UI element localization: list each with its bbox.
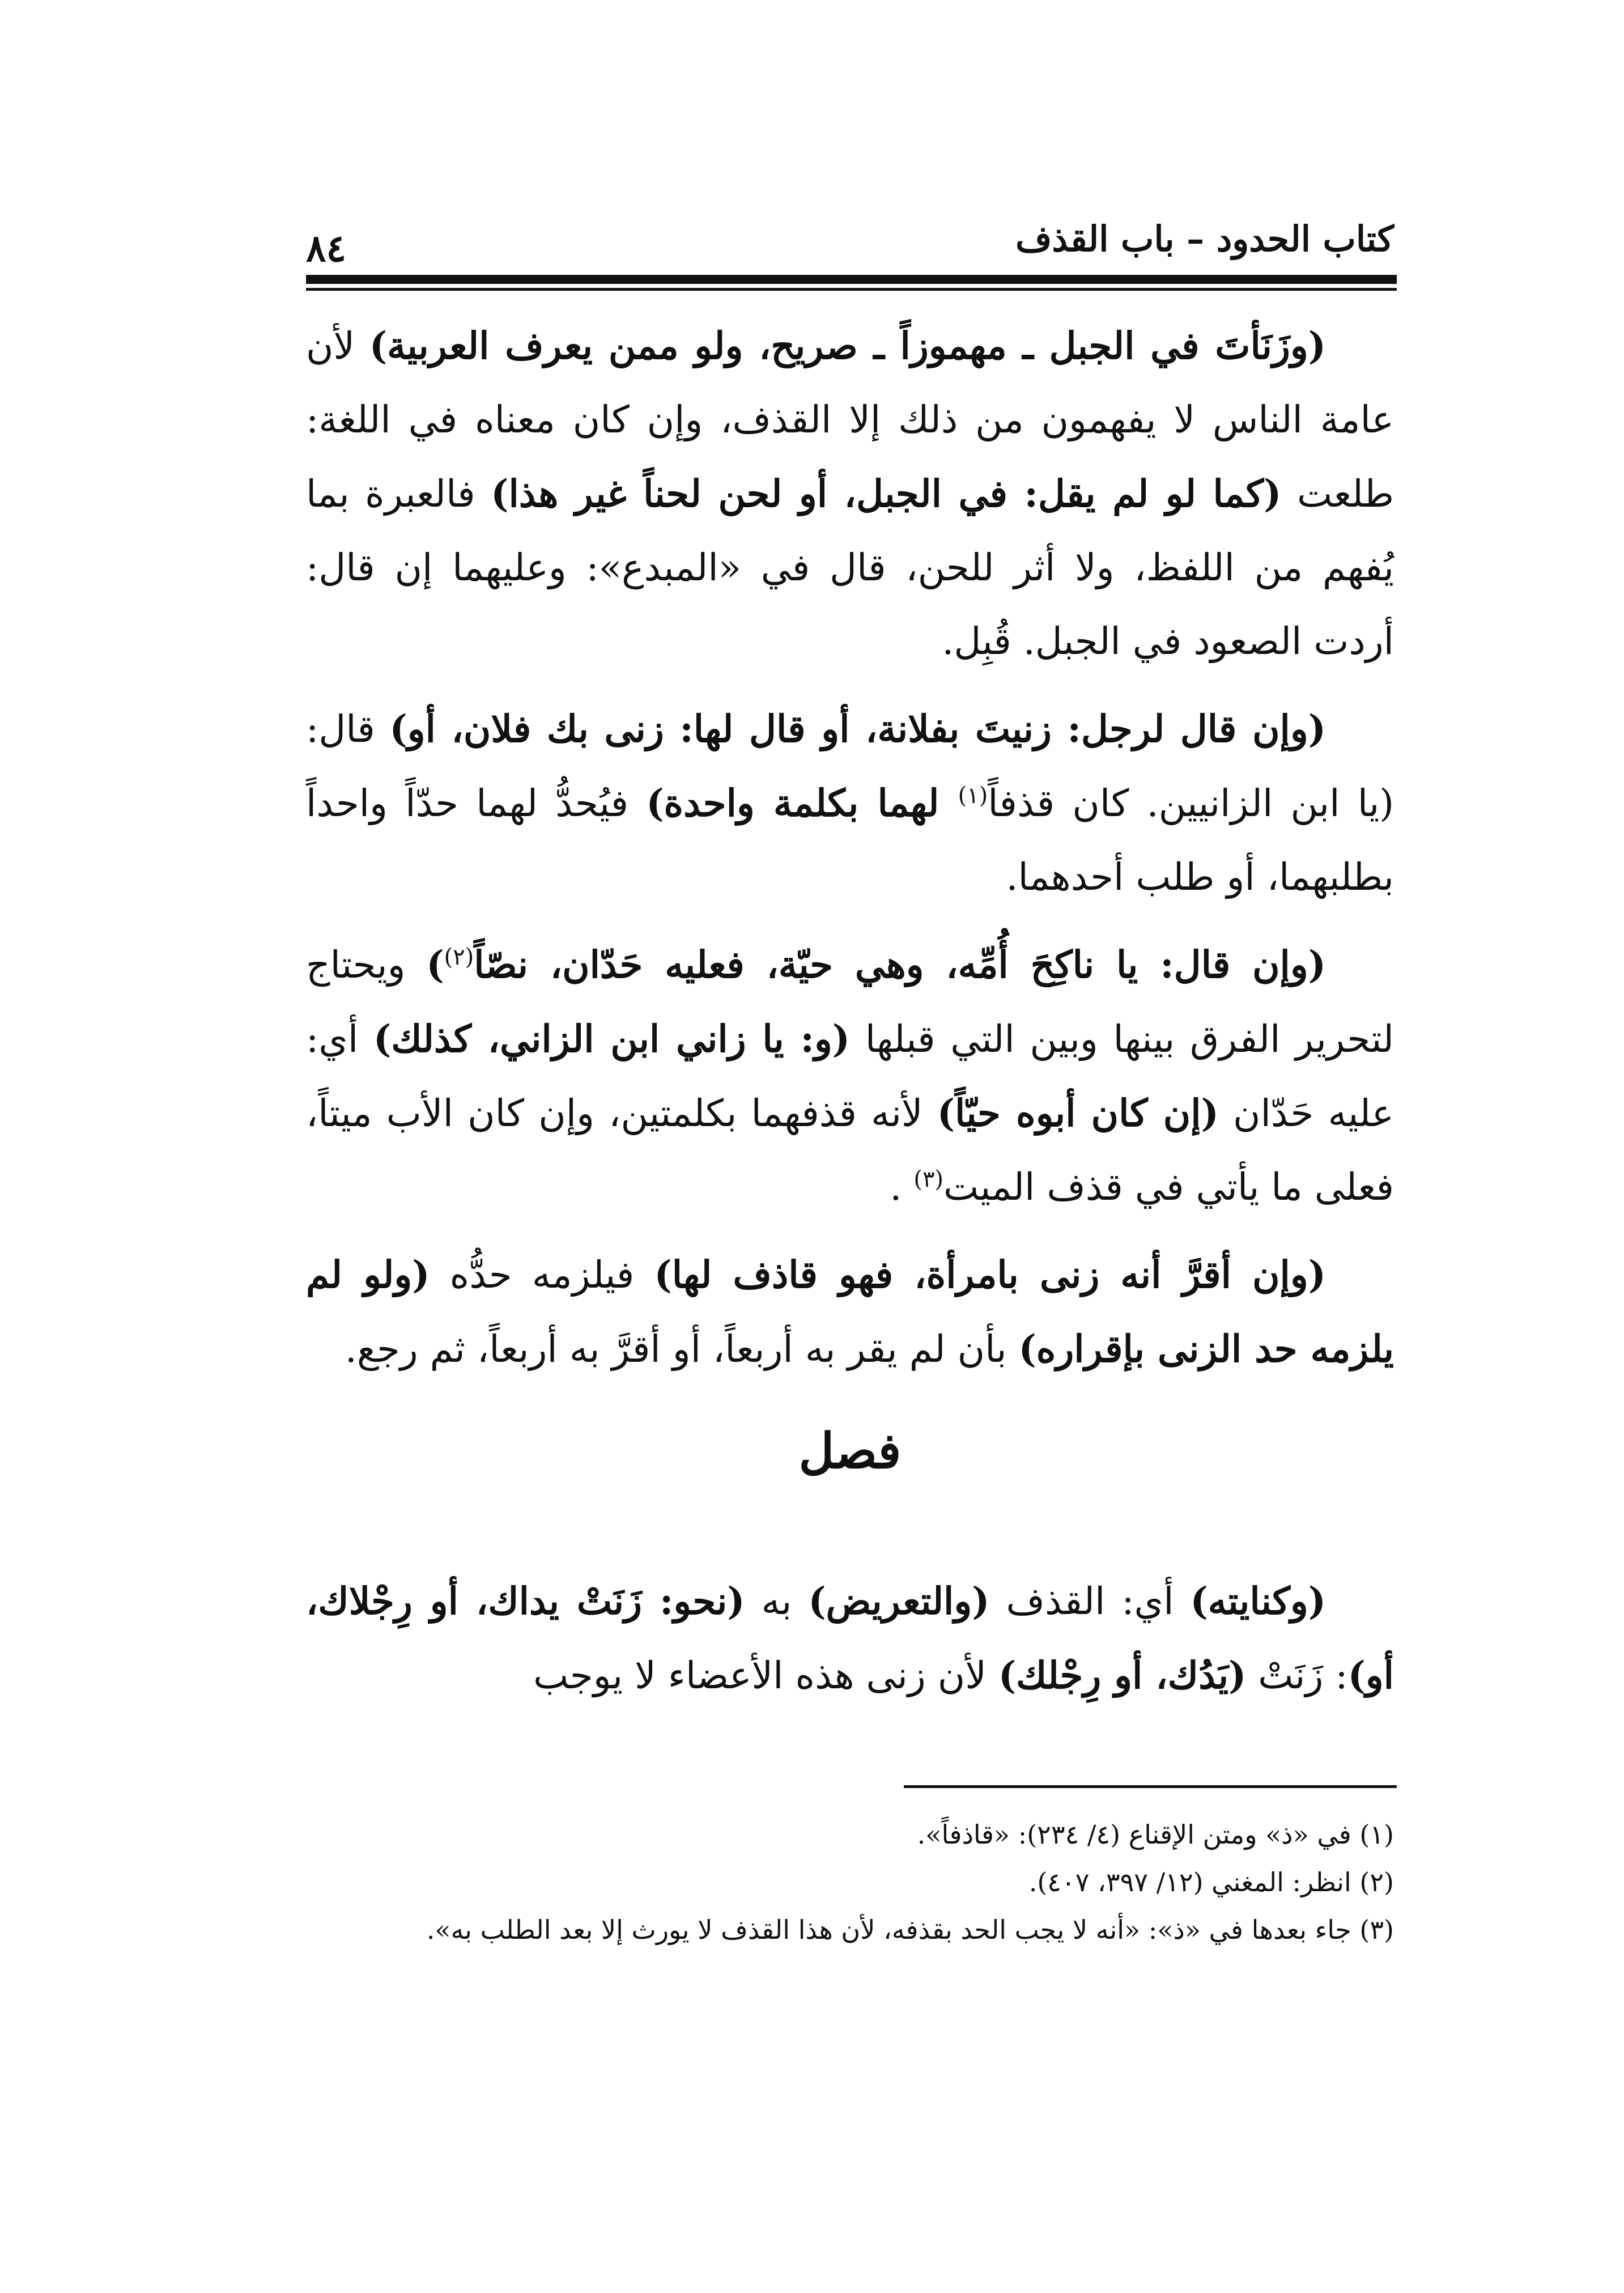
sharh-text: به [745,1579,809,1623]
matn-text: لهما بكلمة واحدة) [646,781,958,825]
paragraph [306,1564,1394,1713]
footnote-ref: (٣) [913,1166,944,1192]
footnote-ref: (٢) [444,944,474,970]
matn-text: (وإن قال لرجل: زنيتَ بفلانة، أو قال لها: زنى بك فلان، أو) [389,707,1326,751]
sharh-text: لأن عامة الناس لا يفهمون من ذلك إلا القذف، وإن كان معناه في اللغة: طلعت [306,324,1394,516]
matn-text: (نحو: زَنَتْ يداك، أو رِجْلاك، أو) [306,1579,1394,1697]
matn-text: ) [426,942,444,987]
matn-text: (كما لو لم يقل: في الجبل، أو لحن لحناً غير هذا) [491,472,1282,516]
matn-text: (إن كان أبوه حيّاً) [937,1091,1219,1135]
footnote-separator [904,1785,1397,1788]
paragraph [306,692,1394,914]
paragraph [306,1238,1394,1386]
main-text-continued [306,1564,1394,1713]
sharh-text: قال: (يا ابن الزانيين. كان قذفاً [306,707,1394,825]
sharh-text: بأن لم يقر به أربعاً، أو أقرَّ به أربعاً، ثم رجع. [345,1327,1019,1371]
matn-text: (وزَنَأتَ في الجبل ـ مهموزاً ـ صريح، ولو ممن يعرف العربية) [369,324,1326,368]
matn-text: (وإن قال: يا ناكِحَ أُمِّه، وهي حيّة، فعليه حَدّان، نصّاً [474,942,1326,987]
sharh-text: فالعبرة بما يُفهم من اللفظ، ولا أثر للحن، قال في «المبدع»: وعليهما إن قال: أردت الصعود في الجبل. قُبِل. [306,472,1394,663]
sharh-text: لأنه قذفهما بكلمتين، وإن كان الأب ميتاً، فعلى ما يأتي في قذف الميت [306,1092,1394,1209]
page-header [306,218,1394,269]
footnote-ref: (١) [958,783,988,809]
matn-text: (ولو لم يلزمه حد الزنى بإقراره) [306,1252,1394,1371]
sharh-text: لأن زنى هذه الأعضاء لا يوجب [533,1654,998,1697]
sharh-text: أي: القذف [989,1579,1191,1623]
matn-text: (وإن أقرَّ أنه زنى بامرأة، فهو قاذف لها) [654,1252,1326,1297]
footnote: (١) في «ذ» ومتن الإقناع (٤/ ٢٣٤): «قاذفاً». [917,1819,1394,1850]
matn-text: (وكنايته) [1190,1579,1326,1623]
sharh-text: : زَنَتْ [1246,1654,1348,1697]
matn-text: (والتعريض) [808,1579,990,1623]
main-text [306,309,1394,1400]
sharh-text: أي: عليه حَدّان [306,1017,1394,1135]
page-number: ٨٤ [306,226,346,270]
footnote: (٢) انظر: المغني (١٢/ ٣٩٧، ٤٠٧). [1028,1867,1394,1897]
sharh-text: . [890,1165,914,1209]
matn-text: (و: يا زاني ابن الزاني، كذلك) [373,1017,850,1061]
header-rule-thin [306,288,1397,291]
footnote: (٣) جاء بعدها في «ذ»: «أنه لا يجب الحد بقذفه، لأن هذا القذف لا يورث إلا بعد الطلب به». [426,1914,1394,1945]
footnotes [306,1811,1394,1954]
sharh-text: فيلزمه حدُّه [430,1253,654,1297]
paragraph [306,309,1394,678]
section-heading: فصل [798,1422,902,1480]
sharh-text: فيُحدُّ لهما حدّاً واحداً بطلبهما، أو طلب أحدهما. [306,782,1394,899]
matn-text: (يَدُك، أو رِجْلك) [998,1653,1247,1697]
header-rule-thick [306,275,1397,284]
sharh-text: ويحتاج لتحرير الفرق بينها وبين التي قبلها [306,943,1394,1061]
running-title: كتاب الحدود – باب القذف [1015,218,1394,260]
paragraph [306,928,1394,1224]
